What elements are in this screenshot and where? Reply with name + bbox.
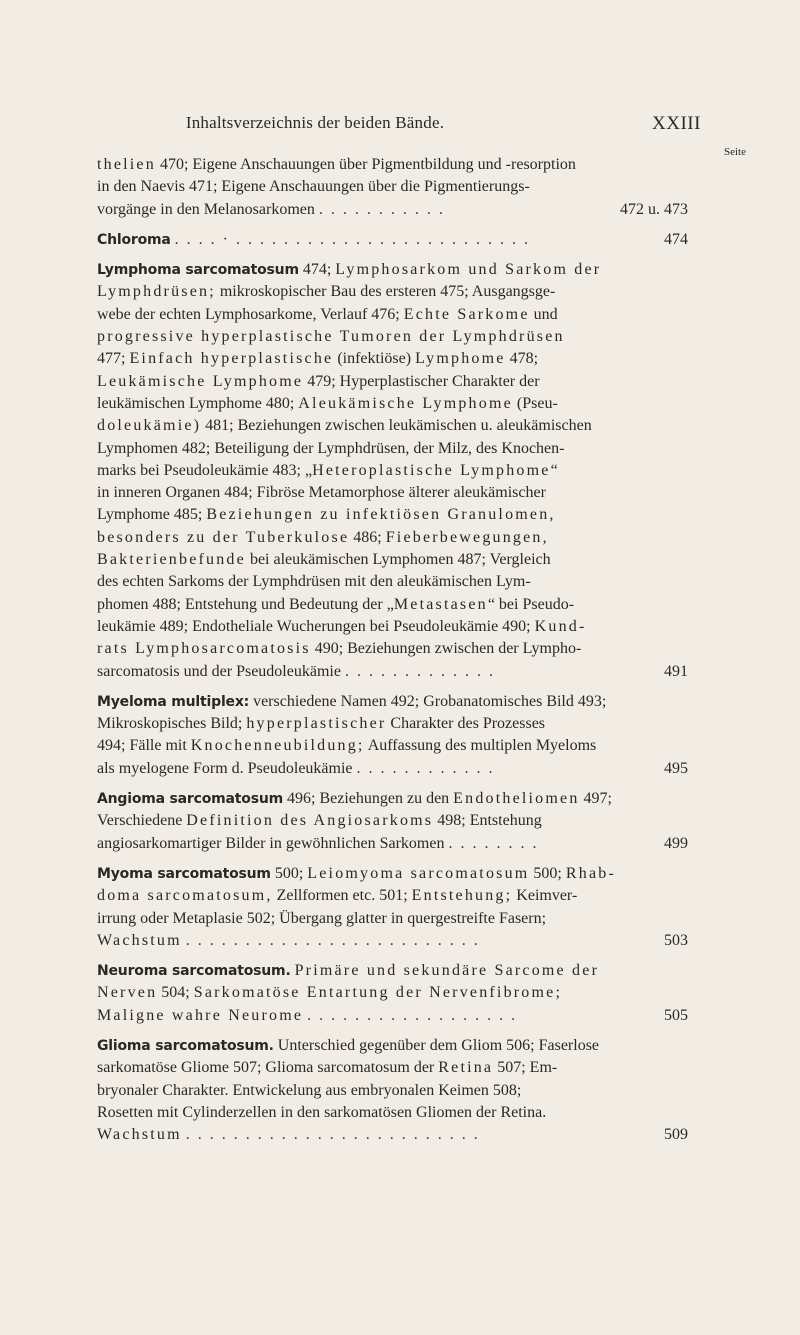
toc-line (97, 281, 688, 303)
leader-dots: . . . . . . . . . . . . (356, 759, 495, 777)
text-run: marks bei Pseudoleukämie 483; „ (97, 461, 313, 479)
toc-line (97, 638, 688, 660)
toc-line (97, 1124, 688, 1146)
spaced-term: doleukämie) (97, 417, 202, 435)
toc-line (97, 415, 688, 437)
text-run: Auffassung des multiplen Myeloms (364, 737, 597, 755)
spaced-term: Lymphdrüsen; (97, 283, 216, 301)
toc-line-text (97, 616, 587, 638)
spaced-term: rats Lymphosarcomatosis (97, 640, 311, 658)
toc-line (97, 960, 688, 982)
toc-line (97, 527, 688, 549)
toc-line (97, 482, 688, 504)
entry-heading: Myoma sarcomatosum (97, 865, 271, 882)
toc-line-text (97, 930, 182, 952)
text-run: phomen 488; Entstehung und Bedeutung der „ (97, 595, 394, 613)
entry-heading: Glioma sarcomatosum. (97, 1037, 274, 1054)
table-of-contents (97, 154, 688, 1146)
toc-line (97, 348, 688, 370)
text-run: des echten Sarkoms der Lymphdrüsen mit den aleukämischen Lym- (97, 573, 531, 591)
toc-entry (97, 154, 688, 221)
text-run: 474; (298, 261, 336, 279)
toc-line-text (97, 549, 551, 571)
toc-line-text (97, 661, 341, 683)
entry-heading: Angioma sarcomatosum (97, 791, 283, 808)
text-run: webe der echten Lymphosarkome, Verlauf 476; (97, 305, 404, 323)
toc-line-text (97, 393, 558, 415)
toc-line-text (97, 1102, 546, 1124)
text-run: in inneren Organen 484; Fibröse Metamorphose älterer aleukämischer (97, 484, 546, 502)
spaced-term: Einfach hyperplastische (129, 350, 334, 368)
toc-line-text (97, 735, 596, 757)
text-run: 470; Eigene Anschauungen über Pigmentbildung und -resorption (155, 156, 576, 173)
toc-line (97, 661, 688, 683)
toc-line-text (97, 326, 565, 348)
page-reference: 505 (664, 1006, 688, 1024)
toc-line (97, 154, 688, 176)
toc-line-text (97, 259, 601, 281)
toc-line (97, 460, 688, 482)
toc-line (97, 1057, 688, 1079)
text-run: verschiedene Namen 492; Grobanatomisches Bild 493; (249, 692, 607, 710)
toc-line (97, 1080, 688, 1102)
text-run: 497; (579, 790, 612, 808)
spaced-term: Sarkomatöse Entartung der Nervenfibrome; (193, 984, 563, 1002)
page-reference: 473 (664, 200, 688, 218)
text-run: mikroskopischer Bau des ersteren 475; Ausgangsge- (215, 283, 556, 301)
spaced-term: Lymphosarkom und Sarkom der (335, 261, 602, 279)
toc-line (97, 982, 688, 1004)
entry-heading: Myeloma multiplex: (97, 693, 250, 710)
toc-line (97, 393, 688, 415)
toc-line-text (97, 438, 564, 460)
toc-line-text (97, 1005, 303, 1027)
running-header (0, 113, 800, 139)
toc-line-text (97, 482, 546, 504)
toc-line-text (97, 713, 545, 735)
text-run: 494; Fälle mit (97, 737, 191, 755)
toc-line (97, 259, 688, 281)
text-run: und (529, 305, 558, 323)
leader-dots: . . . . . . . . . . . (318, 200, 445, 218)
spaced-term: Definition des Angiosarkoms (186, 812, 434, 830)
toc-line (97, 304, 688, 326)
spaced-term: Lymphome (415, 350, 506, 368)
toc-line (97, 810, 688, 832)
toc-line-text (97, 281, 555, 303)
toc-line (97, 863, 688, 885)
toc-line (97, 758, 688, 780)
text-run: 498; Entstehung (433, 812, 542, 830)
page-reference: 499 (664, 834, 688, 852)
text-run: (Pseu- (512, 394, 558, 412)
toc-entry (97, 1035, 688, 1146)
text-run: Rosetten mit Cylinderzellen in den sarkomatösen Gliomen der Retina. (97, 1103, 547, 1121)
text-run: Charakter des Prozesses (386, 715, 546, 733)
spaced-term: Wachstum (97, 1126, 182, 1144)
toc-entry (97, 229, 688, 251)
spaced-term: Bakterienbefunde (97, 551, 246, 569)
toc-line-text (97, 982, 562, 1004)
spaced-term: Retina (438, 1059, 494, 1077)
toc-line-text (97, 371, 540, 393)
toc-line-text (97, 758, 353, 780)
entry-heading: Chloroma (97, 231, 171, 248)
toc-line (97, 930, 688, 952)
toc-line-text (97, 788, 612, 810)
toc-line (97, 594, 688, 616)
page-reference: 503 (664, 931, 688, 949)
toc-line (97, 735, 688, 757)
text-run: vorgänge in den Melanosarkomen (97, 200, 315, 218)
text-run: 507; Em- (493, 1059, 558, 1077)
toc-line (97, 1102, 688, 1124)
toc-entry (97, 259, 688, 683)
toc-line-text (97, 810, 542, 832)
toc-line-text (97, 638, 581, 660)
toc-line-text (97, 885, 577, 907)
entry-heading: Neuroma sarcomatosum. (97, 963, 291, 980)
toc-line (97, 691, 688, 713)
text-run: bei aleukämischen Lymphomen 487; Vergleich (245, 551, 551, 569)
leader-dots: . . . . . . . . . . . . . . . . . . . . . . . . . (185, 1126, 480, 1144)
spaced-term: Rhab- (565, 864, 616, 882)
toc-line (97, 571, 688, 593)
toc-line-text (97, 833, 444, 855)
text-run: sarcomatosis und der Pseudoleukämie (97, 662, 341, 680)
toc-line-text (97, 460, 558, 482)
leader-dots: . . . . · . . . . . . . . . . . . . . . . . . . . . . . . . (174, 230, 530, 248)
toc-line (97, 616, 688, 638)
spaced-term: Beziehungen zu infektiösen Granulomen, (206, 506, 556, 524)
toc-line-text (97, 863, 616, 885)
text-run: 500; (270, 864, 308, 882)
toc-line (97, 885, 688, 907)
entry-heading: Lymphoma sarcomatosum (97, 262, 299, 279)
toc-entry (97, 691, 688, 780)
text-run: Lymphome 485; (97, 506, 207, 524)
text-run: Unterschied gegenüber dem Gliom 506; Faserlose (273, 1036, 600, 1054)
page-reference-secondary: 472 u. (620, 200, 660, 218)
toc-line-text (97, 571, 531, 593)
header-page-number: XXIII (652, 113, 701, 134)
toc-line (97, 833, 688, 855)
toc-line-text (97, 176, 530, 198)
text-run: 477; (97, 350, 130, 368)
header-title: Inhaltsverzeichnis der beiden Bände. (185, 113, 445, 132)
text-run: als myelogene Form d. Pseudoleukämie (97, 759, 353, 777)
spaced-term: Kund- (534, 617, 587, 635)
spaced-term: Maligne wahre Neurome (97, 1006, 304, 1024)
spaced-term: doma sarcomatosum, (97, 887, 273, 905)
toc-line-text (97, 199, 315, 221)
toc-line (97, 788, 688, 810)
spaced-term: Endotheliomen (453, 790, 580, 808)
text-run: (infektiöse) (333, 350, 416, 368)
text-run: irrung oder Metaplasie 502; Übergang glatter in quergestreifte Fasern; (97, 909, 547, 927)
text-run: bryonaler Charakter. Entwickelung aus embryonalen Keimen 508; (97, 1081, 522, 1099)
text-run: 490; Beziehungen zwischen der Lympho- (310, 640, 582, 658)
spaced-term: Wachstum (97, 931, 182, 949)
leader-dots: . . . . . . . . . . . . . . . . . . . . . . . . . (185, 931, 480, 949)
spaced-term: besonders zu der Tuberkulose (97, 528, 350, 546)
spaced-term: Aleukämische Lymphome (298, 394, 513, 412)
seite-label: Seite (724, 146, 746, 158)
toc-line (97, 438, 688, 460)
toc-line-text (97, 304, 558, 326)
text-run: sarkomatöse Gliome 507; Glioma sarcomatosum der (97, 1059, 439, 1077)
toc-line-text (97, 527, 549, 549)
page-reference: 474 (664, 230, 688, 248)
toc-line (97, 549, 688, 571)
text-run: 500; (529, 864, 566, 882)
toc-entry (97, 960, 688, 1027)
toc-line-text (97, 1080, 521, 1102)
toc-line-text (97, 154, 576, 176)
toc-line-text (97, 229, 171, 251)
text-run: Lymphomen 482; Beteiligung der Lymphdrüsen, der Milz, des Knochen- (97, 439, 565, 457)
spaced-term: Knochenneubildung; (190, 737, 365, 755)
toc-entry (97, 863, 688, 952)
leader-dots: . . . . . . . . (448, 834, 539, 852)
spaced-term: Leiomyoma sarcomatosum (307, 864, 530, 882)
toc-line (97, 713, 688, 735)
toc-line-text (97, 908, 546, 930)
page-reference: 509 (664, 1126, 688, 1144)
toc-entry (97, 788, 688, 855)
leader-dots: . . . . . . . . . . . . . . . . . . (307, 1006, 518, 1024)
spaced-term: Metastasen (393, 595, 488, 613)
toc-line (97, 504, 688, 526)
toc-line-text (97, 504, 556, 526)
toc-line (97, 229, 688, 251)
toc-line-text (97, 415, 592, 437)
spaced-term: Nerven (97, 984, 158, 1002)
toc-line-text (97, 691, 606, 713)
spaced-term: Entstehung; (411, 887, 513, 905)
toc-line (97, 908, 688, 930)
text-run: leukämie 489; Endotheliale Wucherungen bei Pseudoleukämie 490; (97, 617, 535, 635)
toc-line (97, 1035, 688, 1057)
toc-line (97, 1005, 688, 1027)
toc-line (97, 199, 688, 221)
text-run: leukämischen Lymphome 480; (97, 394, 299, 412)
text-run: in den Naevis 471; Eigene Anschauungen über die Pigmentierungs- (97, 178, 530, 196)
leader-dots: . . . . . . . . . . . . . (344, 662, 495, 680)
text-run: 486; (349, 528, 386, 546)
text-run: Mikroskopisches Bild; (97, 715, 247, 733)
toc-line-text (97, 1035, 599, 1057)
spaced-term: thelien (97, 156, 156, 173)
toc-line-text (97, 960, 599, 982)
text-run: 478; (505, 350, 539, 368)
spaced-term: Echte Sarkome (403, 305, 530, 323)
toc-line-text (97, 1124, 182, 1146)
toc-line (97, 326, 688, 348)
text-run: Zellformen etc. 501; (272, 887, 412, 905)
toc-line-text (97, 348, 538, 370)
toc-line-text (97, 594, 574, 616)
text-run: 479; Hyperplastischer Charakter der (303, 372, 540, 390)
spaced-term: Leukämische Lymphome (97, 372, 304, 390)
spaced-term: hyperplastischer (246, 715, 387, 733)
page-reference: 491 (664, 662, 688, 680)
text-run: 504; (157, 984, 194, 1002)
text-run: 481; Beziehungen zwischen leukämischen u. aleukämischen (201, 417, 592, 435)
spaced-term: Fieberbewegungen, (385, 528, 549, 546)
toc-line-text (97, 1057, 557, 1079)
text-run: “ bei Pseudo- (487, 595, 575, 613)
text-run: “ (550, 461, 558, 479)
spaced-term: Primäre und sekundäre Sarcome der (294, 962, 600, 980)
text-run: Verschiedene (97, 812, 187, 830)
toc-line (97, 371, 688, 393)
text-run: Keimver- (512, 887, 578, 905)
spaced-term: Heteroplastische Lymphome (312, 461, 551, 479)
toc-line (97, 176, 688, 198)
text-run: 496; Beziehungen zu den (283, 790, 454, 808)
page-reference: 495 (664, 759, 688, 777)
text-run: angiosarkomartiger Bilder in gewöhnlichen Sarkomen (97, 834, 445, 852)
spaced-term: progressive hyperplastische Tumoren der Lymphdrüsen (97, 328, 565, 346)
